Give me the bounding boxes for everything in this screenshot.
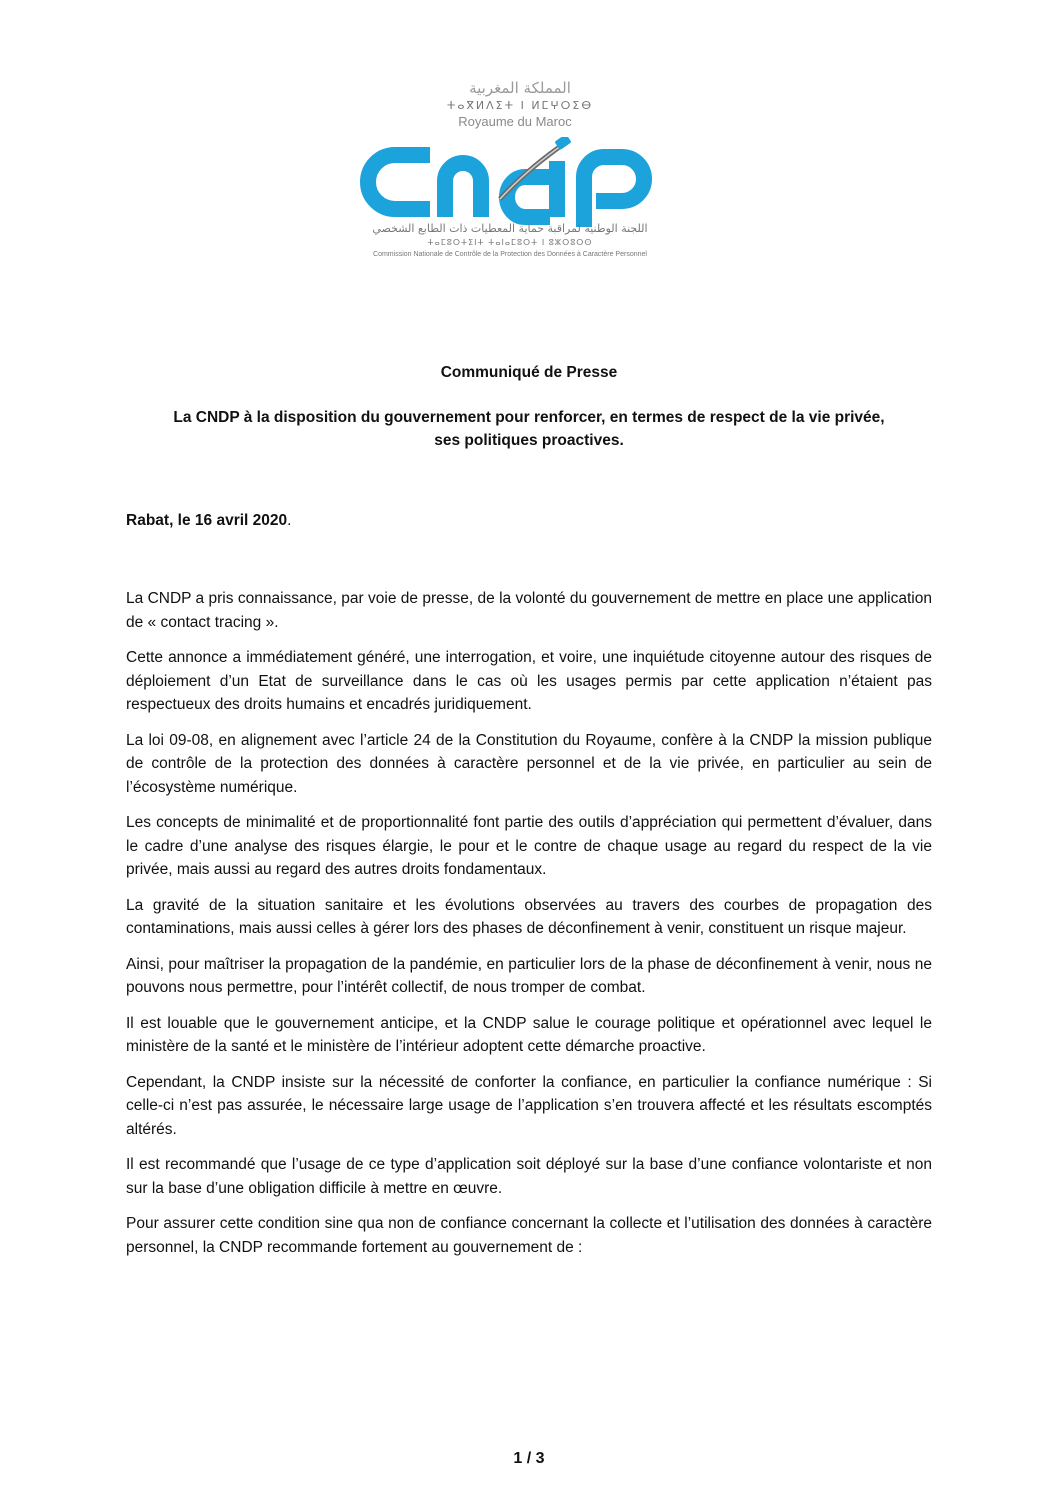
tifinagh-kingdom-text: ⵜⴰⴳⵍⴷⵉⵜ ⵏ ⵍⵎⵖⵔⵉⴱ: [446, 99, 594, 112]
paragraph: Il est recommandé que l’usage de ce type d’application soit déployé sur la base d’une confiance volontariste et non sur la base d’une obligation difficile à mettre en œuvre.: [126, 1156, 932, 1197]
cndp-logo: [360, 137, 660, 227]
commission-text: Commission Nationale de Contrôle de la Protection des Données à Caractère Personnel: [373, 251, 647, 258]
tifinagh-commission-text: ⵜⴰⵎⵓⵔⵜⵉⵏⵜ ⵜⴰⵏⴰⵎⵓⵔⵜ ⵏ ⵓⵣⵔⵓⵔⵙ: [427, 238, 593, 247]
document-body: [126, 587, 932, 1271]
letterhead: [355, 75, 665, 265]
kingdom-text: Royaume du Maroc: [458, 114, 572, 129]
arabic-kingdom-text: المملكة المغربية: [469, 79, 571, 97]
page-number: 1 / 3: [513, 1450, 545, 1467]
paragraph: Il est louable que le gouvernement anticipe, et la CNDP salue le courage politique et opérationnel avec lequel le ministère de la santé et le ministère de l’intérieur adoptent cette démarche proactive.: [126, 1014, 932, 1055]
paragraph: Cette annonce a immédiatement généré, une interrogation, et voire, une inquiétude citoyenne autour des risques de déploiement d’un Etat de surveillance dans le cas où les usages permis par cette application n’étaient pas respectueux des droits humains et encadrés juridiquement.: [126, 649, 932, 713]
paragraph: Pour assurer cette condition sine qua non de confiance concernant la collecte et l’utilisation des données à caractère personnel, la CNDP recommande fortement au gouvernement de :: [126, 1215, 932, 1256]
paragraph: La loi 09-08, en alignement avec l’article 24 de la Constitution du Royaume, confère à la CNDP la mission publique de contrôle de la protection des données à caractère personnel et de la vie privée, en particulier au sein de l’écosystème numérique.: [126, 731, 932, 796]
arabic-commission-text: اللجنة الوطنية لمراقبة حماية المعطيات ذات الطابع الشخصي: [372, 222, 648, 235]
dateline-period: .: [287, 512, 292, 529]
paragraph: Les concepts de minimalité et de proportionnalité font partie des outils d’appréciation qui permettent d’évaluer, dans le cadre d’une analyse des risques élargie, le pour et le contre de chaque usage au regard du respect de la vie privée, mais aussi au regard des autres droits fondamentaux.: [126, 814, 932, 878]
document-subtitle-line1: La CNDP à la disposition du gouvernement pour renforcer, en termes de respect de la vie privée,: [173, 409, 885, 426]
dateline: [126, 512, 291, 530]
paragraph: Ainsi, pour maîtriser la propagation de la pandémie, en particulier lors de la phase de déconfinement à venir, nous ne pouvons nous permettre, pour l’intérêt collectif, de nous tromper de combat.: [126, 955, 932, 996]
paragraph: Cependant, la CNDP insiste sur la nécessité de conforter la confiance, en particulier la confiance numérique : Si celle-ci n’est pas assurée, le nécessaire large usage de l’application s’en trouvera affecté et les résultats escomptés altérés.: [126, 1073, 932, 1138]
document-subtitle-line2: ses politiques proactives.: [434, 432, 624, 449]
dateline-text: Rabat, le 16 avril 2020: [126, 512, 288, 529]
paragraph: La CNDP a pris connaissance, par voie de presse, de la volonté du gouvernement de mettre en place une application de « contact tracing ».: [126, 590, 932, 631]
document-heading: Communiqué de Presse: [440, 364, 618, 381]
paragraph: La gravité de la situation sanitaire et les évolutions observées au travers des courbes de propagation des contaminations, mais aussi celles à gérer lors des phases de déconfinement à venir, constituent un risque majeur.: [126, 896, 932, 937]
